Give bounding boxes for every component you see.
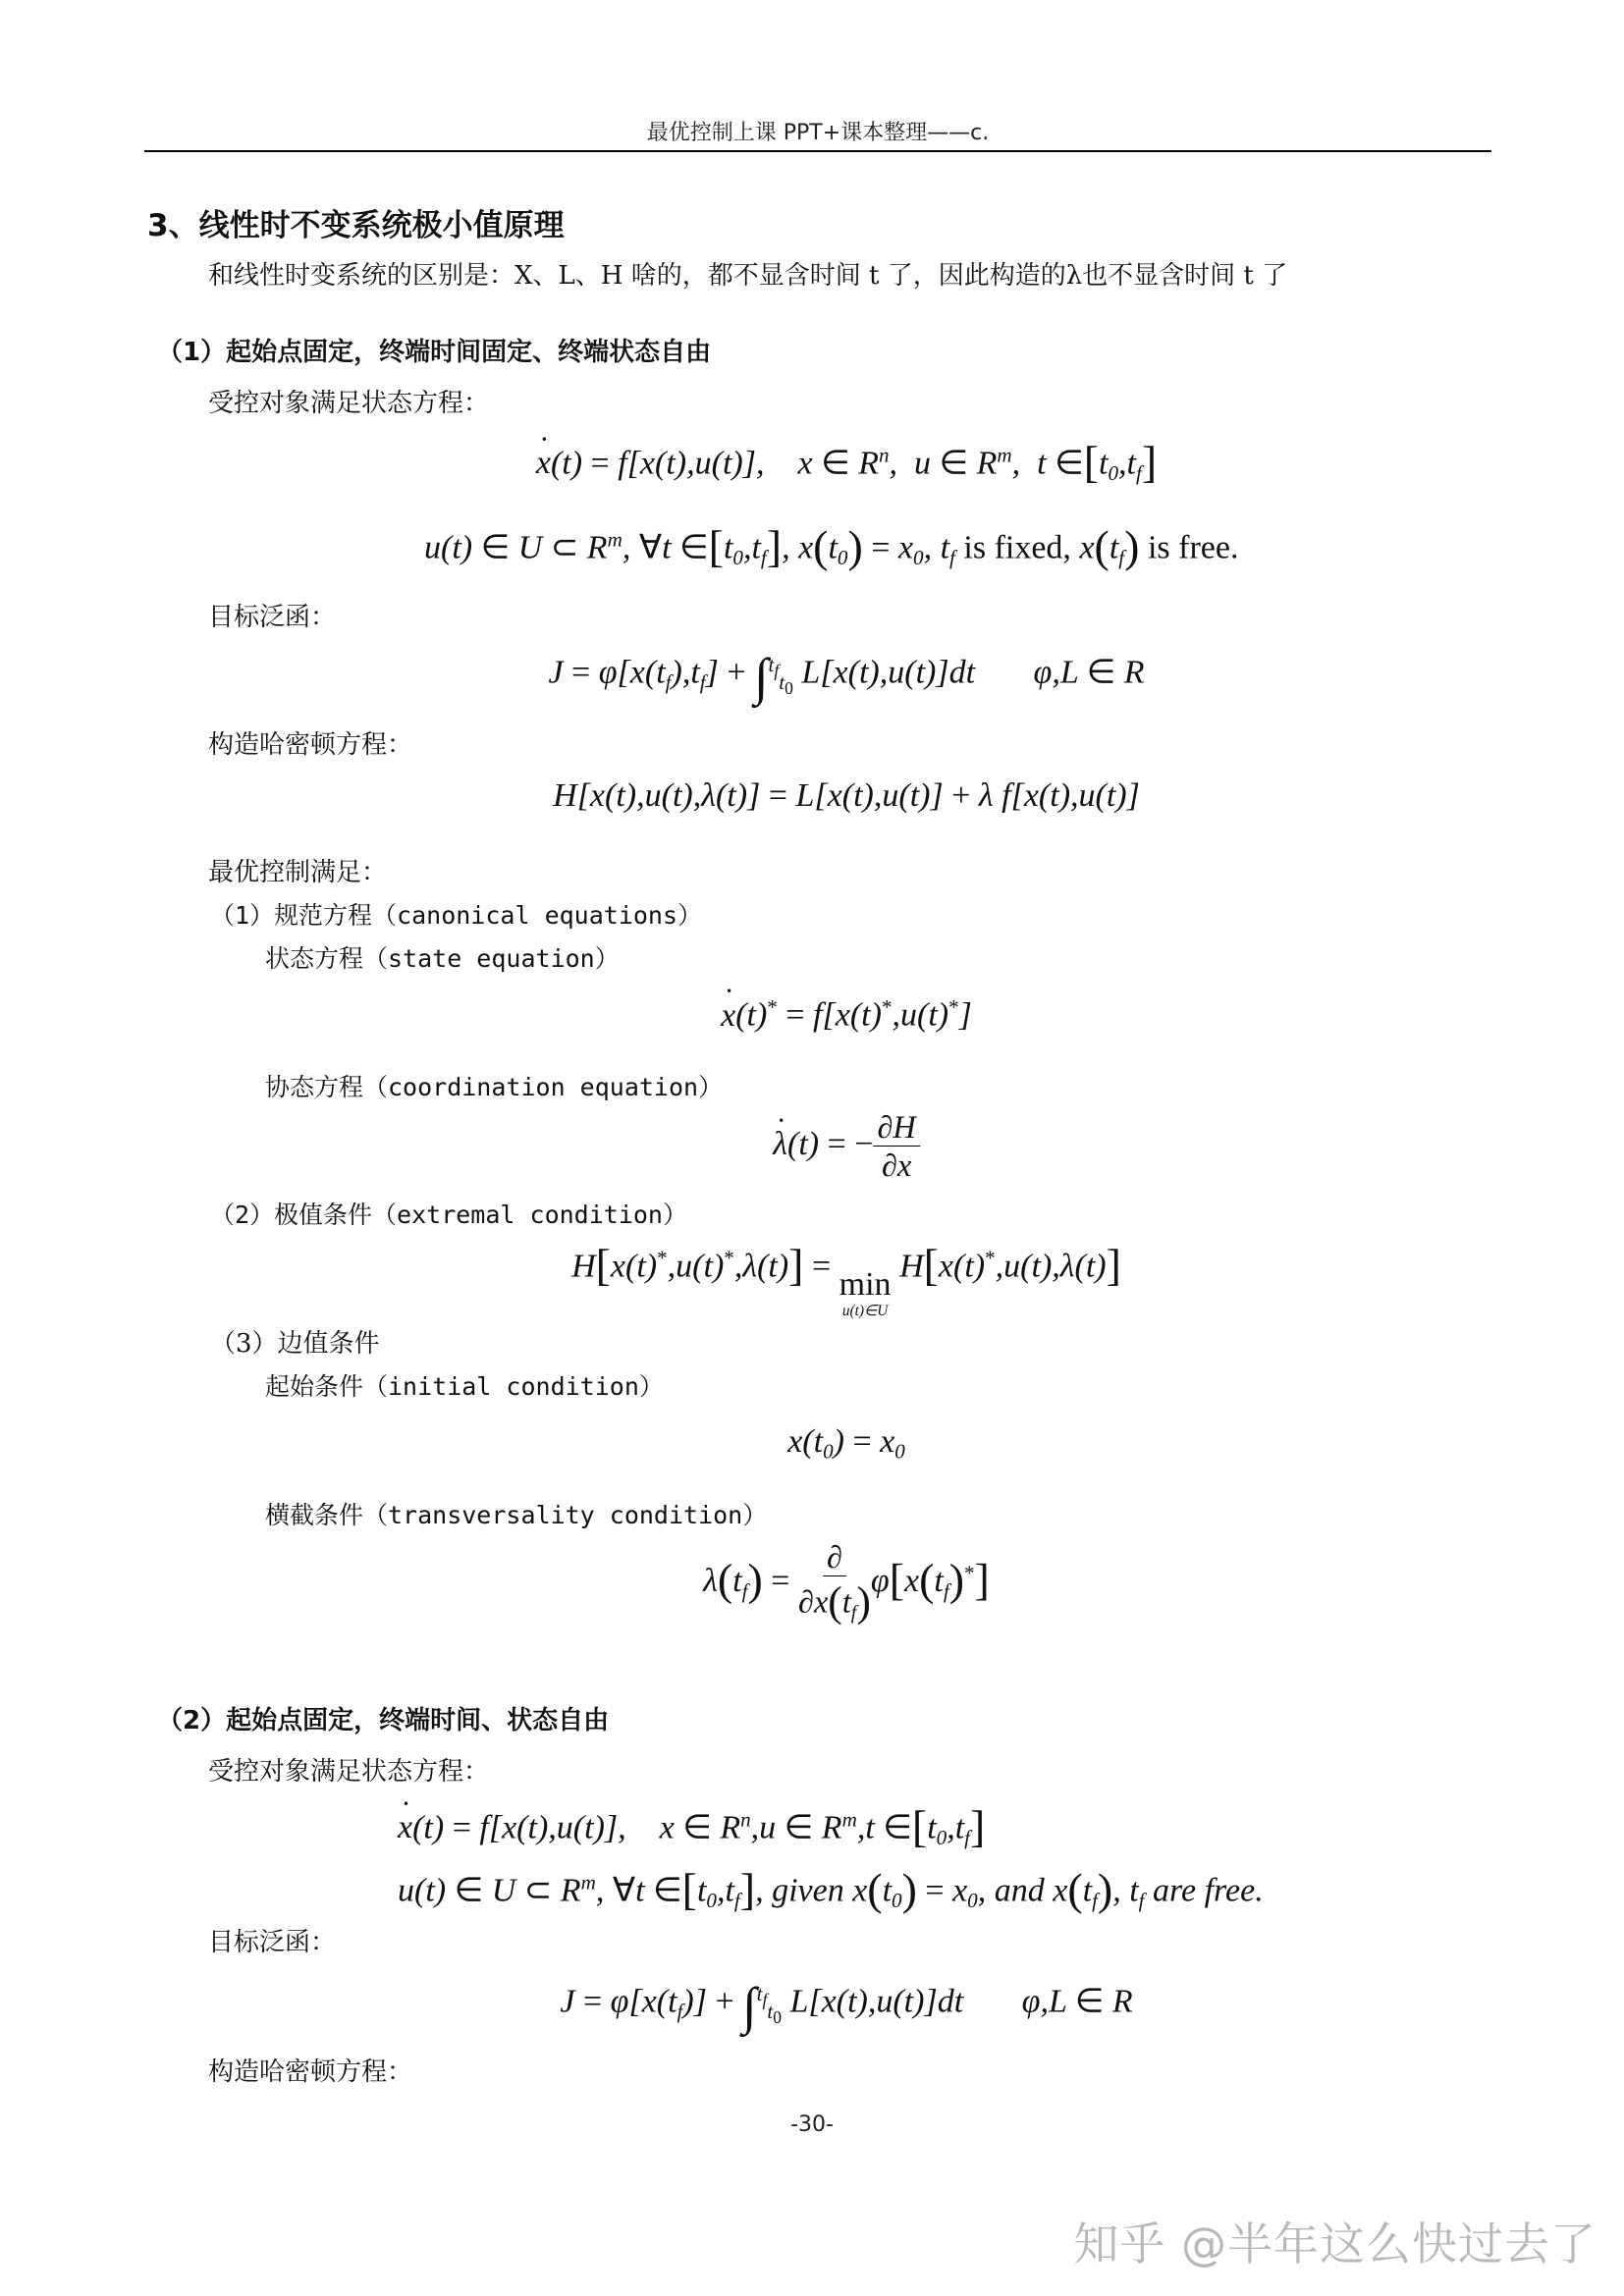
case1-objective-equation: $J = \varphi[x(t_f),t_f] + \int^{t_f}_{t_0}$ L[x(t),u(t)]dt φ,L ∈ R — [548, 649, 1145, 706]
case1-extremal-equation: H[x(t)*,u(t)*,λ(t)] = min u(t)∈U H[x(t)*,u(t),λ(t)] — [571, 1240, 1121, 1320]
case2-state-equation: ˙ x(t) = f[x(t),u(t)], x ∈ $R^n,u$ ∈ $R^m,t$ $\in[t_0,t_f]$ — [398, 1800, 985, 1852]
is-free-text: is free. — [1147, 529, 1239, 566]
case1-canonical-label: （1）规范方程（canonical equations） — [210, 901, 703, 930]
case1-transversality-label: 横截条件（transversality condition） — [265, 1501, 768, 1529]
is-fixed-text: is fixed, — [963, 529, 1071, 566]
case2-objective-equation: $J = \varphi[x(t_f)] + \int^{t_f}_{t_0}$ L[x(t),u(t)]dt φ,L ∈ R — [560, 1978, 1133, 2035]
are-free-text: are free. — [1153, 1872, 1264, 1909]
case1-state-label: 受控对象满足状态方程： — [208, 389, 490, 418]
page-header: 最优控制上课 PPT+课本整理——c. — [646, 121, 990, 145]
page-number: -30- — [790, 2112, 834, 2137]
section-intro: 和线性时变系统的区别是：X、L、H 啥的，都不显含时间 t 了，因此构造的λ也不显含时间 t 了 — [208, 261, 1288, 291]
case2-objective-label: 目标泛函： — [208, 1928, 337, 1957]
header-rule — [144, 150, 1491, 152]
case1-extremal-label: （2）极值条件（extremal condition） — [210, 1201, 687, 1229]
case1-costate-label: 协态方程（coordination equation） — [265, 1073, 724, 1101]
case1-transversality-equation: $\lambda(t_f)$ = $\frac{\partial}{\partial x(t_f)}$ $\varphi[x(t_f)^*]$ — [703, 1539, 990, 1627]
case1-state-equation: ˙ x(t) = f[x(t),u(t)], x ∈ $R^n$, u ∈ $R^m$, t $\in[t_0,t_f]$ — [536, 436, 1157, 488]
case2-constraint-equation: u(t) ∈ U ⊂ $R^m$, ∀t $\in[t_0,t_f]$, given $x(t_0) = x_0$, and $x(t_f)$, $t_f$ are free. — [398, 1864, 1264, 1914]
case1-constraint-equation: u(t) ∈ U ⊂ $R^m$, ∀t $\in[t_0,t_f]$, $x(t_0) = x_0$, $t_f$ is fixed, $x(t_f)$ is free. — [424, 521, 1239, 571]
case1-state-eq-label: 状态方程（state equation） — [265, 944, 620, 973]
given-text: given — [772, 1872, 844, 1909]
section-title: 3、线性时不变系统极小值原理 — [147, 208, 565, 243]
case1-heading: （1）起始点固定，终端时间固定、终端状态自由 — [157, 338, 712, 367]
case1-hamiltonian-equation: H[x(t),u(t),λ(t)] = L[x(t),u(t)] + λ f[x(t),u(t)] — [553, 777, 1140, 814]
case1-boundary-label: （3）边值条件 — [210, 1329, 380, 1359]
watermark: 知乎 @半年这么快过去了 — [1073, 2217, 1597, 2270]
case1-objective-label: 目标泛函： — [208, 603, 337, 632]
case2-heading: （2）起始点固定，终端时间、状态自由 — [157, 1706, 610, 1735]
case1-costate-equation: ˙ λ(t) = − $\frac{\partial H}{\partial x}$ — [773, 1109, 920, 1185]
case1-optimal-label: 最优控制满足： — [208, 858, 388, 887]
case2-hamiltonian-label: 构造哈密顿方程： — [208, 2057, 413, 2087]
case1-optimal-state-equation: ˙ x(t)* = f[x(t)*,u(t)*] — [721, 995, 972, 1035]
and-text: and — [994, 1872, 1045, 1909]
case1-hamiltonian-label: 构造哈密顿方程： — [208, 730, 413, 760]
case1-initial-label: 起始条件（initial condition） — [265, 1372, 664, 1401]
case2-state-label: 受控对象满足状态方程： — [208, 1757, 490, 1787]
case1-initial-equation: $x(t_0) = x_0$ — [787, 1423, 905, 1464]
